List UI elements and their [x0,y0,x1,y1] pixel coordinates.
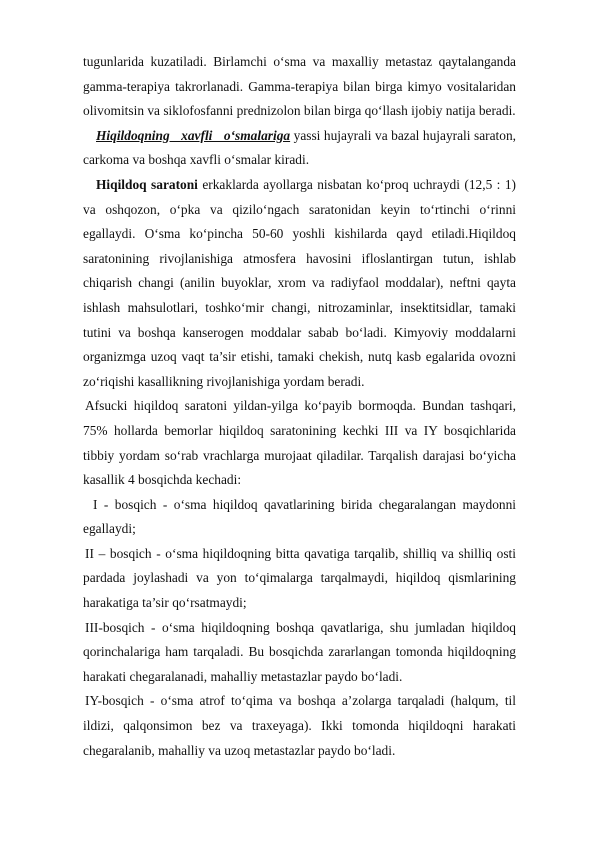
stage-3-item: III-bosqich - o‘sma hiqildoqning boshqa qavatlariga, shu jumladan hiqildoq qorinchalariga ham tarqaladi. Bu bosqichda zararlangan tomonda hiqildoqning harakati chegaralanadi, mahalliy metastazlar paydo bo‘ladi. [83,619,516,684]
malignant-tumors-heading: Hiqildoqning xavfli o‘smalariga [96,127,291,143]
malignant-tumors-text: yassi hujayrali va bazal hujayrali saraton, carkoma va boshqa xavfli o‘smalar kiradi. [83,127,516,168]
stage-4-item: IY-bosqich - o‘sma atrof to‘qima va boshqa a’zolarga tarqaladi (halqum, til ildizi, qalqonsimon bez va traxeyaga). Ikki tomonda hiqildoqni harakati chegaralanib, mahalliy va uzoq metastazlar paydo bo‘ladi. [83,693,516,758]
paragraph-gamma-therapy: tugunlarida kuzatiladi. Birlamchi o‘sma va maxalliy metastaz qaytalanganda gamma-terapiya takrorlanadi. Gamma-terapiya bilan birga kimyo vositalaridan olivomitsin va siklofosfanni prednizolon bilan birga qo‘llash ijobiy natija beradi. [83,54,516,119]
paragraph-incidence: Afsucki hiqildoq saratoni yildan-yilga ko‘payib bormoqda. Bundan tashqari, 75% hollarda bemorlar hiqildoq saratonining kechki III va IY bosqichlarida tibbiy yordam so‘rab vrachlarga murojaat qiladilar. Tarqalish darajasi bo‘yicha kasallik 4 bosqichda kechadi: [83,398,516,488]
laryngeal-cancer-term: Hiqildoq saratoni [96,176,198,192]
document-page [83,50,516,763]
laryngeal-cancer-text: erkaklarda ayollarga nisbatan ko‘proq uchraydi (12,5 : 1) va oshqozon, o‘pka va qizilo‘ngach saratonidan keyin to‘rtinchi o‘rinni egallaydi. O‘sma ko‘pincha 50-60 yoshli kishilarda qayd etiladi.Hiqildoq saratonining rivojlanishiga atmosfera havosini ifloslantirgan tutun, ishlab chiqarish changi (anilin buyoklar, xrom va radiyfaol moddalar), neftni qayta ishlash mahsulotlari, toshko‘mir changi, nitrozaminlar, insektitsidlar, tamaki tutini va boshqa kanserogen moddalar sabab bo‘ladi. Kimyoviy moddalarni organizmga uzoq vaqt ta’sir etishi, tamaki chekish, nutq kasb egalarida ovozni zo‘riqishi kasallikning rivojlanishiga yordam beradi. [83,176,516,389]
stage-1-item: I - bosqich - o‘sma hiqildoq qavatlarining birida chegaralangan maydonni egallaydi; [83,496,516,537]
paragraph-malignant-tumors [83,124,516,173]
paragraph-laryngeal-cancer [83,173,516,394]
stage-2-item: II – bosqich - o‘sma hiqildoqning bitta qavatiga tarqalib, shilliq va shilliq osti pardada joylashadi va yon to‘qimalarga tarqalmaydi, hiqildoq qismlarining harakatiga ta’sir qo‘rsatmaydi; [83,545,516,611]
